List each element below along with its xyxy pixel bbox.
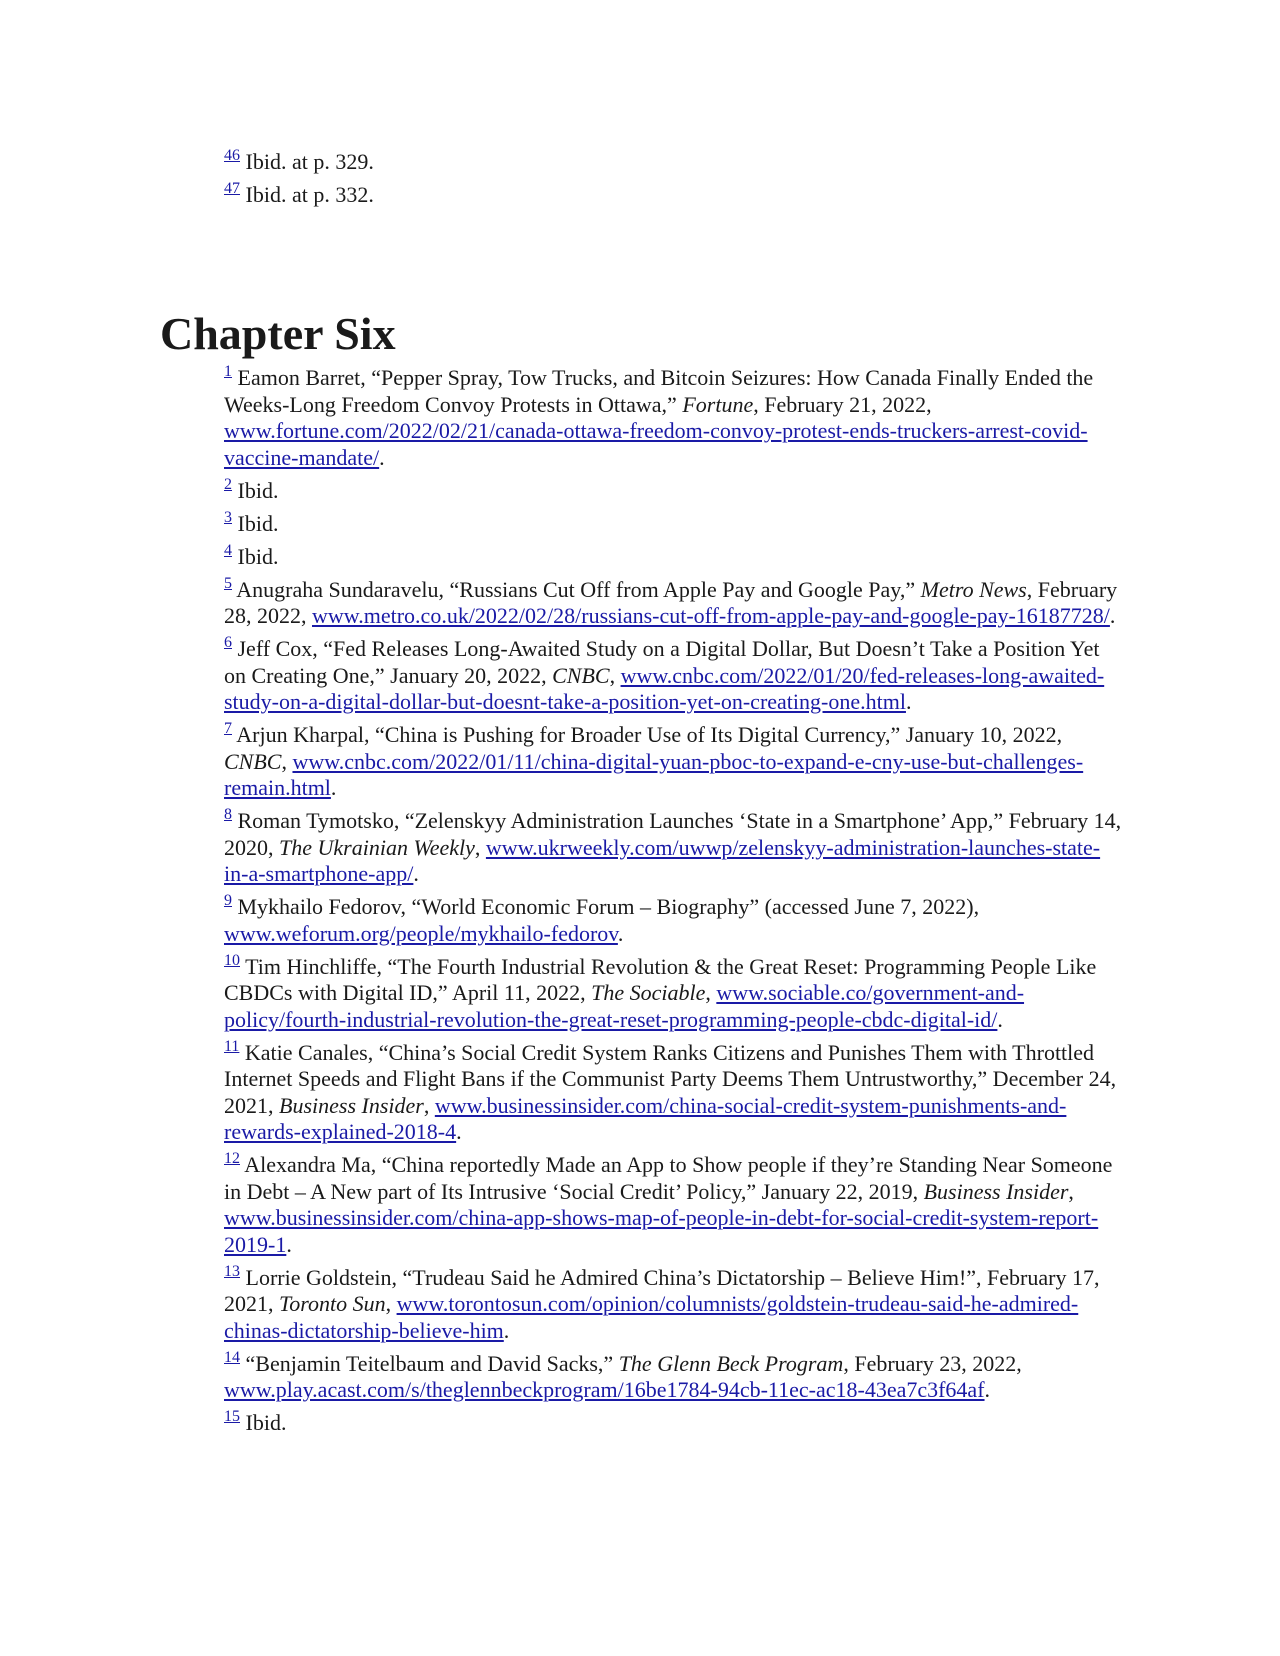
source-link[interactable]: www.sociable.co/government-and-policy/fourth-industrial-revolution-the-great-reset-programming-people-cbdc-digital-id/ [224,980,1025,1032]
publication-title: Business Insider [923,1178,1069,1204]
footnote-text: Ibid. [237,510,279,536]
publication-title: CNBC [552,662,610,688]
footnote-text: Arjun Kharpal, “China is Pushing for Broader Use of Its Digital Currency,” January 10, 2022, [236,722,1063,747]
footnote-text: Roman Tymotsko, “Zelenskyy Administration Launches ‘State in a Smartphone’ App,” February 14, 2020, [224,808,1122,860]
footnote-ref-10[interactable]: 10 [224,951,240,969]
footnote-ref-9[interactable]: 9 [224,892,232,909]
footnote-ref-1[interactable]: 1 [224,363,232,380]
footnote-text: Anugraha Sundaravelu, “Russians Cut Off from Apple Pay and Google Pay,” [236,576,921,602]
publication-title: The Sociable [591,980,706,1005]
footnote-11 [224,1037,1124,1146]
footnote-punctuation: . [905,689,912,714]
source-link[interactable]: www.businessinsider.com/china-app-shows-map-of-people-in-debt-for-social-credit-system-report-2019-1 [224,1205,1099,1257]
footnote-ref-6[interactable]: 6 [224,634,232,651]
footnote-punctuation: . [456,1119,462,1144]
footnote-punctuation: . [503,1317,510,1343]
footnote-text: “Benjamin Teitelbaum and David Sacks,” [245,1350,619,1376]
footnote-46 [224,149,1124,176]
publication-title: Toronto Sun [279,1291,386,1316]
footnote-text: Ibid. [237,543,279,569]
footnote-text: Ibid. at p. 332. [245,182,374,207]
footnote-punctuation: . [617,920,624,946]
footnote-text: Tim Hinchliffe, “The Fourth Industrial Revolution & the Great Reset: Programming People Like CBDCs with Digital ID,” April 11, 2022, [224,953,1097,1005]
footnote-text: , [609,662,621,688]
source-link[interactable]: www.torontosun.com/opinion/columnists/goldstein-trudeau-said-he-admired-chinas-dictatorship-believe-him [224,1291,1079,1343]
chapter-footnotes [224,365,1124,1443]
footnote-7 [224,722,1124,802]
footnote-punctuation: . [330,775,337,800]
footnote-ref-5[interactable]: 5 [224,574,232,592]
footnote-text: , [1068,1178,1074,1204]
footnote-13 [224,1262,1124,1345]
footnote-4 [224,541,1124,571]
chapter-title: Chapter Six [160,308,396,359]
footnote-punctuation: . [413,861,419,886]
footnote-8 [224,808,1124,888]
footnote-1 [224,365,1124,471]
footnote-text: Ibid. [237,477,279,503]
footnote-15 [224,1410,1124,1437]
publication-title: Fortune [682,391,754,417]
footnote-text: Ibid. [245,1410,287,1435]
footnote-ref-11[interactable]: 11 [224,1037,240,1055]
footnote-ref-13[interactable]: 13 [224,1262,240,1280]
footnote-ref-14[interactable]: 14 [224,1348,240,1366]
publication-title: Business Insider [279,1092,424,1118]
footnote-ref-15[interactable]: 15 [224,1408,240,1425]
footnote-14 [224,1348,1124,1404]
publication-title: Metro News [920,576,1027,602]
footnote-ref-46[interactable]: 46 [224,147,240,164]
footnote-ref-8[interactable]: 8 [224,806,232,823]
footnote-12 [224,1152,1124,1258]
publication-title: The Glenn Beck Program [618,1350,844,1376]
source-link[interactable]: www.weforum.org/people/mykhailo-fedorov [224,920,618,946]
footnote-10 [224,951,1124,1034]
source-link[interactable]: www.ukrweekly.com/uwwp/zelenskyy-administration-launches-state-in-a-smartphone-app/ [224,834,1101,886]
footnote-ref-7[interactable]: 7 [224,720,232,737]
footnote-punctuation: . [1109,603,1116,628]
footnote-6 [224,636,1124,716]
footnote-punctuation: . [997,1006,1003,1032]
footnote-ref-12[interactable]: 12 [224,1150,240,1167]
source-link[interactable]: www.cnbc.com/2022/01/11/china-digital-yuan-pboc-to-expand-e-cny-use-but-challenges-remain.html [224,748,1084,800]
footnote-punctuation: . [379,444,385,470]
footnote-ref-3[interactable]: 3 [224,508,232,526]
footnote-2 [224,475,1124,505]
source-link[interactable]: www.cnbc.com/2022/01/20/fed-releases-long-awaited-study-on-a-digital-dollar-but-doesnt-take-a-position-yet-on-creating-one.html [224,662,1105,714]
footnote-text: , February 28, 2022, [224,576,1118,628]
footnote-5 [224,574,1124,630]
source-link[interactable]: www.fortune.com/2022/02/21/canada-ottawa-freedom-convoy-protest-ends-truckers-arrest-covid-vaccine-mandate/ [224,418,1088,470]
footnote-ref-4[interactable]: 4 [224,541,232,559]
footnote-text: Katie Canales, “China’s Social Credit System Ranks Citizens and Punishes Them with Throttled Internet Speeds and Flight Bans if the Communist Party Deems Them Untrustworthy,” December 24, 2021, [224,1039,1117,1118]
footnote-text: Jeff Cox, “Fed Releases Long-Awaited Study on a Digital Dollar, But Doesn’t Take a Position Yet on Creating One,” January 20, 2022, [224,636,1100,688]
footnote-text: , February 23, 2022, [843,1350,1022,1376]
footnote-3 [224,508,1124,538]
publication-title: The Ukrainian Weekly [279,834,475,860]
footnote-9 [224,894,1124,947]
footnote-text: , [423,1092,435,1118]
footnote-text: Alexandra Ma, “China reportedly Made an App to Show people if they’re Standing Near Someone in Debt – A New part of Its Intrusive ‘Social Credit’ Policy,” January 22, 2019, [224,1152,1113,1204]
footnote-text: Lorrie Goldstein, “Trudeau Said he Admired China’s Dictatorship – Believe Him!”, February 17, 2021, [224,1264,1100,1316]
footnote-ref-47[interactable]: 47 [224,180,240,197]
footnote-47 [224,182,1124,209]
source-link[interactable]: www.metro.co.uk/2022/02/28/russians-cut-off-from-apple-pay-and-google-pay-16187728/ [312,603,1110,628]
footnote-text: Ibid. at p. 329. [245,149,374,174]
publication-title: CNBC [224,748,282,774]
source-link[interactable]: www.play.acast.com/s/theglennbeckprogram/16be1784-94cb-11ec-ac18-43ea7c3f64af [224,1377,985,1402]
footnote-text: , [705,980,717,1005]
footnote-punctuation: . [286,1231,292,1257]
footnote-text: , [474,834,486,860]
footnote-ref-2[interactable]: 2 [224,475,232,493]
footnote-text: Mykhailo Fedorov, “World Economic Forum – Biography” (accessed June 7, 2022), [237,894,980,919]
top-footnotes [224,149,1124,215]
footnote-text: , [385,1291,397,1316]
source-link[interactable]: www.businessinsider.com/china-social-credit-system-punishments-and-rewards-explained-2018-4 [224,1092,1067,1144]
footnote-text: , [281,748,293,774]
footnote-text: , February 21, 2022, [753,391,932,417]
footnote-text: Eamon Barret, “Pepper Spray, Tow Trucks, and Bitcoin Seizures: How Canada Finally Ended the Weeks-Long Freedom Convoy Protests in Ottawa,” [224,365,1094,417]
footnote-punctuation: . [984,1377,991,1402]
